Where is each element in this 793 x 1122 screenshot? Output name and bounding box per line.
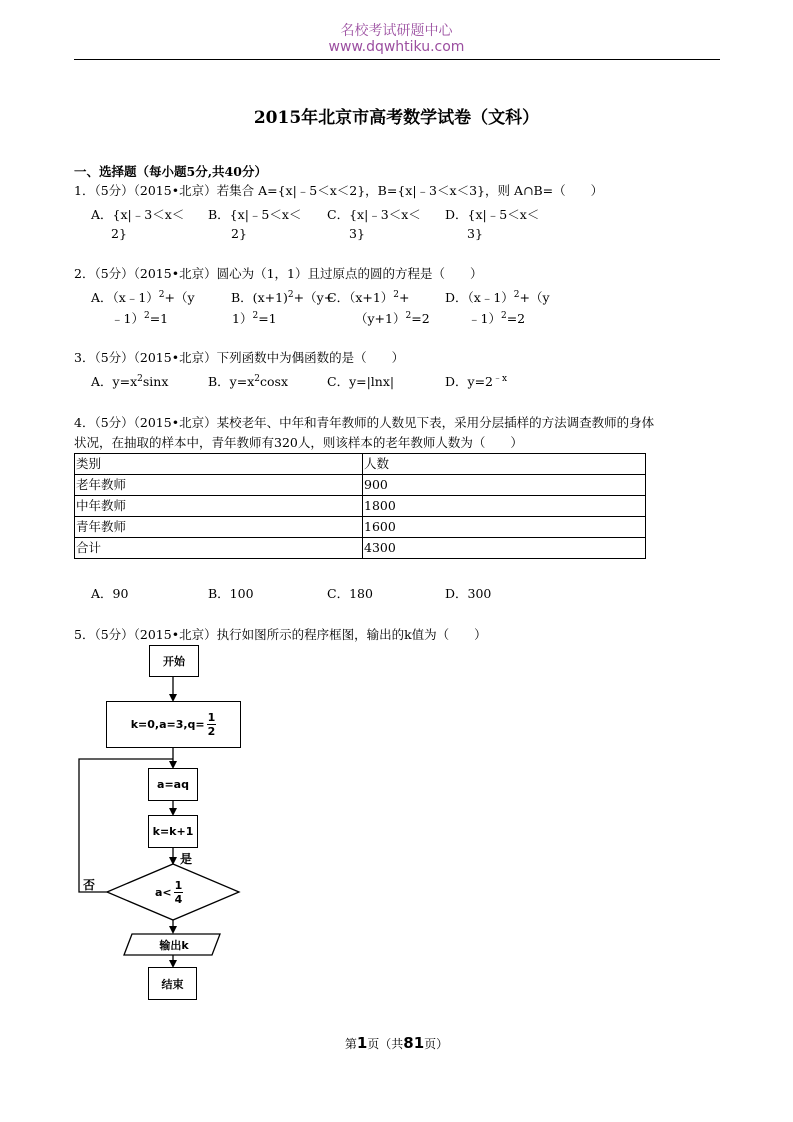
q3-a-post: sinx <box>142 374 169 389</box>
footer-page-number: 1 <box>356 1034 368 1052</box>
question-2-stem: 2．（5分）（2015•北京）圆心为（1，1）且过原点的圆的方程是（ ） <box>74 266 483 281</box>
q3-a-pre: A．y=x <box>91 374 138 389</box>
table-cell: 1800 <box>363 496 646 517</box>
table-cell: 合计 <box>75 538 363 559</box>
q3-d-exp: ﹣x <box>493 374 508 384</box>
flow-no-label: 否 <box>83 878 96 892</box>
q2-d-part2: +（y <box>519 290 550 305</box>
table-cell: 中年教师 <box>75 496 363 517</box>
page-title: 2015年北京市高考数学试卷（文科） <box>253 108 540 128</box>
question-3-stem: 3．（5分）（2015•北京）下列函数中为偶函数的是（ ） <box>74 350 405 365</box>
flow-start-label: 开始 <box>163 655 185 668</box>
q2-d-exp2: 2 <box>500 311 507 321</box>
q2-a-part3: ﹣1） <box>111 311 144 326</box>
q4-option-a: A．90 <box>91 586 129 601</box>
q2-a-exp2: 2 <box>143 311 150 321</box>
q2-b-part4: =1 <box>258 311 277 326</box>
flow-init-den: 2 <box>207 725 216 738</box>
flow-step1-box <box>148 768 198 801</box>
q1-option-c-line2: 3} <box>349 226 365 241</box>
flow-init-label: k=0,a=3,q= <box>130 718 205 731</box>
q2-c-part3: （y+1） <box>355 311 406 326</box>
flow-init-box <box>106 701 241 748</box>
site-name: 名校考试研题中心 <box>340 23 453 39</box>
table-cell: 老年教师 <box>75 475 363 496</box>
q2-c-part4: =2 <box>411 311 430 326</box>
question-1-stem: 1．（5分）（2015•北京）若集合 A={x|﹣5＜x＜2}，B={x|﹣3＜x＜3}，则 A∩B=（ ） <box>74 183 604 198</box>
flow-cond-fraction <box>174 880 184 905</box>
q1-option-a-line1: A．{x|﹣3＜x＜ <box>91 207 185 222</box>
q1-option-d-line2: 3} <box>467 226 483 241</box>
table-cell: 青年教师 <box>75 517 363 538</box>
table-cell: 1600 <box>363 517 646 538</box>
q2-b-part2: +（y+ <box>293 290 335 305</box>
table-cell: 类别 <box>75 454 363 475</box>
q2-c-part2: + <box>399 290 410 305</box>
q1-option-c-line1: C．{x|﹣3＜x＜ <box>327 207 421 222</box>
flow-start-box <box>149 645 199 677</box>
q4-option-b: B．100 <box>208 586 254 601</box>
flow-init-fraction <box>207 712 217 737</box>
flow-output-label: 输出k <box>159 939 189 952</box>
question-5-stem: 5．（5分）（2015•北京）执行如图所示的程序框图，输出的k值为（ ） <box>74 627 487 642</box>
flow-cond-num: 1 <box>174 879 183 892</box>
q1-option-d-line1: D．{x|﹣5＜x＜ <box>445 207 540 222</box>
q3-b-pre: B．y=x <box>208 374 255 389</box>
q4-option-c: C．180 <box>327 586 373 601</box>
q1-option-a-line2: 2} <box>111 226 127 241</box>
footer-text-2: 页（共 <box>367 1037 404 1051</box>
flow-condition-label <box>155 880 183 905</box>
q2-b-exp2: 2 <box>252 311 259 321</box>
table-cell: 4300 <box>363 538 646 559</box>
q2-a-exp: 2 <box>158 290 165 300</box>
site-url[interactable]: www.dqwhtiku.com <box>328 39 465 55</box>
footer-total-pages: 81 <box>403 1034 425 1052</box>
q2-a-part4: =1 <box>149 311 169 326</box>
q2-b-part3: 1） <box>232 311 253 326</box>
flow-step2-label: k=k+1 <box>152 825 194 838</box>
q2-d-part3: ﹣1） <box>468 311 501 326</box>
q2-d-part4: =2 <box>506 311 526 326</box>
q3-a-exp: 2 <box>137 374 143 384</box>
footer-text-3: 页） <box>424 1037 449 1051</box>
table-cell: 人数 <box>363 454 646 475</box>
question-4-stem-line1: 4．（5分）（2015•北京）某校老年、中年和青年教师的人数见下表，采用分层插样的方法调查教师的身体 <box>74 415 655 430</box>
flow-cond-text: a< <box>155 886 172 899</box>
q3-b-post: cosx <box>260 374 289 389</box>
page-footer <box>0 1034 793 1052</box>
flow-end-label: 结束 <box>161 977 184 991</box>
q3-b-exp: 2 <box>254 374 261 384</box>
q2-d-exp: 2 <box>513 290 520 300</box>
flow-yes-label: 是 <box>180 852 193 866</box>
q4-option-d: D．300 <box>445 586 492 601</box>
flow-end-box <box>148 967 197 1000</box>
q2-a-part: A．（x﹣1） <box>91 290 159 305</box>
flow-cond-den: 4 <box>174 893 183 906</box>
table-cell: 900 <box>363 475 646 496</box>
q3-option-c: C．y=|lnx| <box>327 374 395 389</box>
footer-text-1: 第 <box>344 1037 357 1051</box>
section-heading: 一、选择题（每小题5分,共40分） <box>74 164 267 179</box>
q2-c-exp: 2 <box>393 290 400 300</box>
q2-c-part: C．（x+1） <box>327 290 394 305</box>
q2-d-part: D．（x﹣1） <box>445 290 514 305</box>
flow-step1-label: a=aq <box>157 778 189 791</box>
q1-option-b-line1: B．{x|﹣5＜x＜ <box>208 207 302 222</box>
q1-option-b-line2: 2} <box>231 226 247 241</box>
flow-step2-box <box>148 815 198 848</box>
question-4-stem-line2: 状况，在抽取的样本中，青年教师有320人，则该样本的老年教师人数为（ ） <box>74 435 523 450</box>
q3-d-pre: D．y=2 <box>445 374 494 389</box>
q2-b-exp: 2 <box>287 290 294 300</box>
flow-init-num: 1 <box>207 711 216 724</box>
q2-b-part: B．(x+1) <box>231 290 288 305</box>
q2-c-exp2: 2 <box>405 311 412 321</box>
q2-a-part2: +（y <box>164 290 195 305</box>
